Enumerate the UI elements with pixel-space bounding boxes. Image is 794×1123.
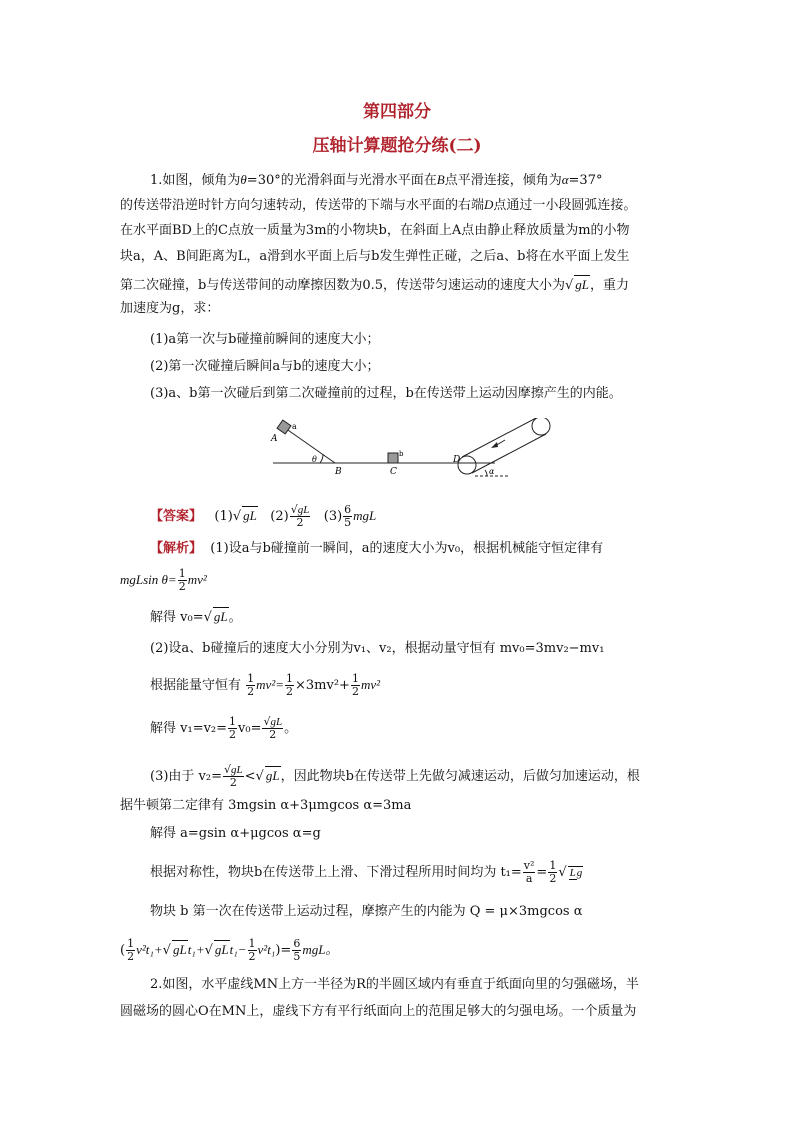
belt-arrow-head [491, 442, 498, 448]
analysis-line6: 解得 v₁=v₂= $\frac{1}{2}$ v₀= $\frac{√gL}{2}$ 。 [150, 715, 298, 741]
analysis-line8: 据牛顿第二定律有 3mgsin α+3μmgcos α=3ma [120, 798, 412, 813]
analysis-line9: 解得 a=gsin α+μgcos α=g [150, 826, 321, 841]
analysis-line12: ( $\frac{1}{2}$ v²t₁+√ gLt₁+√ gLt₁− $\frac{1}{2}$ v²t₁)= $\frac{6}{5}$ mgL。 [120, 937, 339, 963]
label-theta: θ [312, 455, 317, 464]
question-1: (1)a第一次与b碰撞前瞬间的速度大小； [150, 332, 380, 347]
belt-bottom [472, 434, 546, 473]
block-a [277, 420, 291, 434]
incline-line [285, 428, 335, 463]
analysis-line7: (3)由于 v₂= $\frac{√gL}{2}$ <√ gL，因此物块b在传送带上先做匀减速运动，后做匀加速运动，根 [150, 763, 640, 789]
label-alpha: α [489, 467, 495, 476]
analysis-line4: (2)设a、b碰撞后的速度大小分别为v₁、v₂，根据动量守恒有 mv₀=3mv₂−mv₁ [150, 641, 605, 656]
question-3: (3)a、b第一次碰后到第二次碰撞前的过程，b在传送带上运动因摩擦产生的内能。 [150, 386, 622, 401]
problem1-line5: 第二次碰撞，b与传送带间的动摩擦因数为0.5，传送带匀速运动的速度大小为√ gL，重力 [120, 277, 630, 293]
analysis-line2: mgLsin θ= $\frac{1}{2}$ mv² [120, 567, 207, 593]
problem1-line1: 1.如图，倾角为θ=30°的光滑斜面与光滑水平面在B点平滑连接，倾角为α=37° [150, 172, 603, 188]
problem2-line2: 圆磁场的圆心O在MN上，虚线下方有平行纸面向上的范围足够大的匀强电场。一个质量为 [120, 1004, 637, 1019]
lower-pulley [458, 456, 476, 474]
label-B: B [335, 467, 342, 477]
analysis-line5: 根据能量守恒有 $\frac{1}{2}$ mv²= $\frac{1}{2}$ ×3mv²+ $\frac{1}{2}$ mv² [150, 672, 380, 698]
analysis-line1: 【解析】 (1)设a与b碰撞前一瞬间，a的速度大小为v₀，根据机械能守恒定律有 [150, 541, 604, 556]
label-b: b [399, 450, 404, 458]
label-D: D [453, 455, 461, 465]
upper-pulley [532, 418, 550, 435]
analysis-line11: 物块 b 第一次在传送带上运动过程，摩擦产生的内能为 Q = μ×3mgcos α [150, 904, 583, 919]
question-2: (2)第一次碰撞后瞬间a与b的速度大小； [150, 359, 380, 374]
belt-top [462, 418, 536, 457]
label-a: a [292, 422, 297, 431]
problem1-line4: 块a，A、B间距离为L，a滑到水平面上后与b发生弹性正碰，之后a、b将在水平面上发生 [120, 249, 630, 264]
block-b [388, 453, 398, 463]
answer-line: 【答案】 (1)√ gL (2) $\frac{√gL}{2}$ (3) $\frac{6}{5}$ mgL [150, 503, 377, 529]
problem2-line1: 2.如图，水平虚线MN上方一半径为R的半圆区域内有垂直于纸面向里的匀强磁场，半 [150, 977, 639, 992]
label-A: A [271, 434, 278, 444]
analysis-line3: 解得 v₀=√ gL。 [150, 609, 242, 625]
theta-arc [320, 454, 323, 463]
section-title: 压轴计算题抢分练(二) [312, 136, 482, 156]
answer-label: 【答案】 [150, 509, 203, 524]
analysis-label: 【解析】 [150, 541, 203, 556]
problem1-line2: 的传送带沿逆时针方向匀速转动，传送带的下端与水平面的右端D点通过一小段圆弧连接。 [120, 197, 637, 213]
problem1-line6: 加速度为g，求： [120, 301, 220, 316]
problem1-line3: 在水平面BD上的C点放一质量为3m的小物块b，在斜面上A点由静止释放质量为m的小物 [120, 223, 630, 238]
alpha-arc [485, 470, 487, 476]
label-C: C [390, 467, 397, 477]
analysis-line10: 根据对称性，物块b在传送带上上滑、下滑过程所用时间均为 t₁= $\frac{\text{v²}}{a}$ = $\frac{1}{2}$ √ Lg [150, 859, 583, 885]
incline-conveyor-diagram [265, 418, 555, 486]
part-title: 第四部分 [363, 102, 431, 122]
